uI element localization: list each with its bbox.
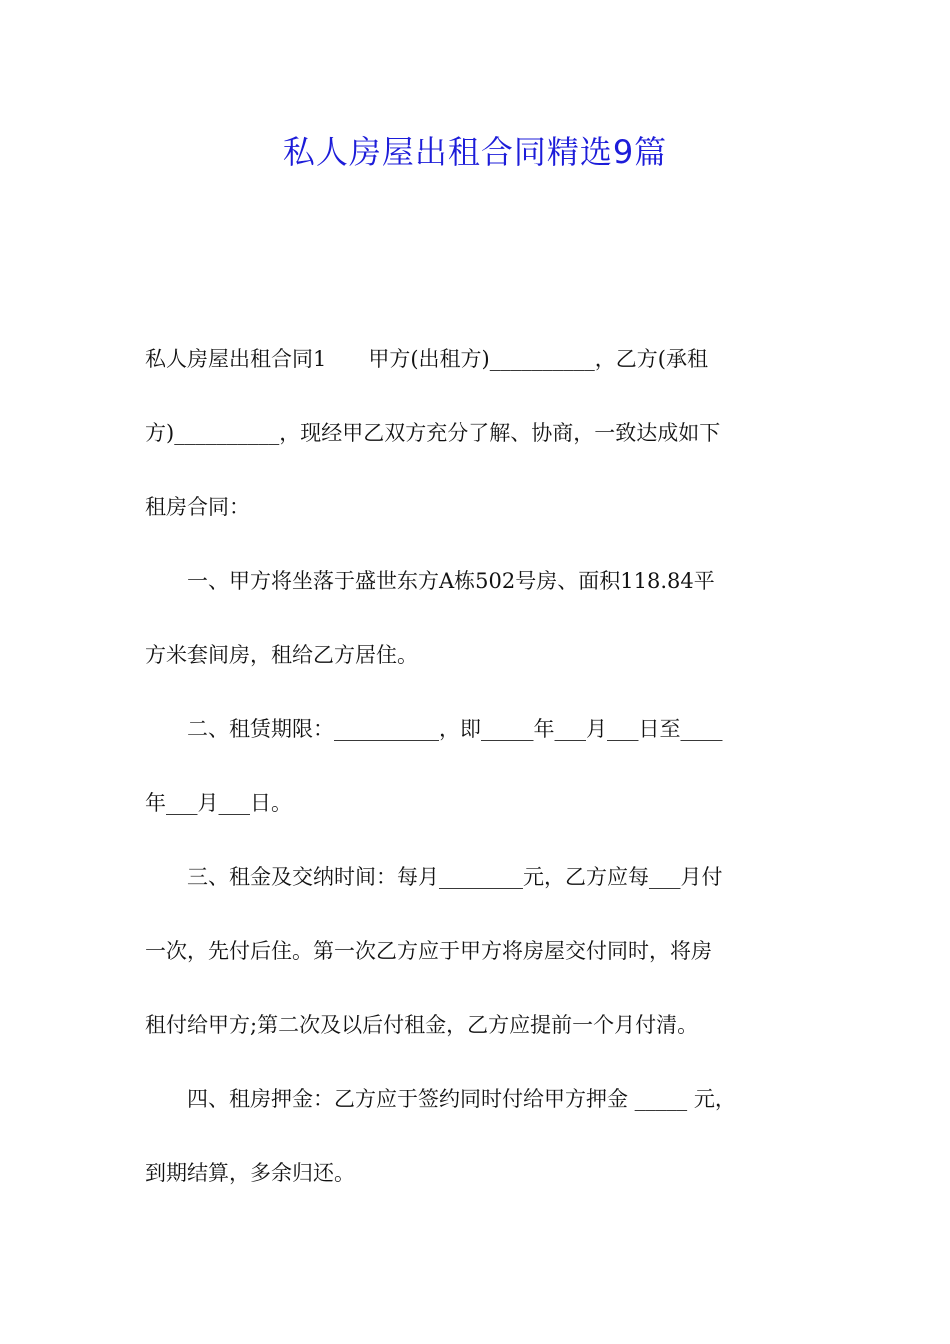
paragraph-line: 一、甲方将坐落于盛世东方A栋502号房、面积118.84平	[145, 569, 715, 593]
paragraph-line: 到期结算，多余归还。	[145, 1161, 355, 1185]
paragraph-line: 租付给甲方;第二次及以后付租金，乙方应提前一个月付清。	[145, 1013, 699, 1037]
paragraph-line: 年___月___日。	[145, 791, 292, 815]
paragraph-line: 方米套间房，租给乙方居住。	[145, 643, 418, 667]
paragraph-line: 三、租金及交纳时间：每月________元，乙方应每___月付	[145, 865, 723, 889]
paragraph-line: 方)__________，现经甲乙双方充分了解、协商，一致达成如下	[145, 421, 721, 445]
document-title: 私人房屋出租合同精选9篇	[282, 133, 668, 171]
paragraph-line: 一次，先付后住。第一次乙方应于甲方将房屋交付同时，将房	[145, 939, 712, 963]
paragraph-line: 四、租房押金：乙方应于签约同时付给甲方押金 _____ 元，	[145, 1087, 736, 1111]
paragraph-line: 租房合同：	[145, 495, 250, 519]
paragraph-line: 私人房屋出租合同1 甲方(出租方)__________，乙方(承租	[145, 347, 708, 371]
contract-body	[145, 322, 810, 1210]
paragraph-line: 二、租赁期限：__________，即_____年___月___日至____	[145, 717, 723, 741]
